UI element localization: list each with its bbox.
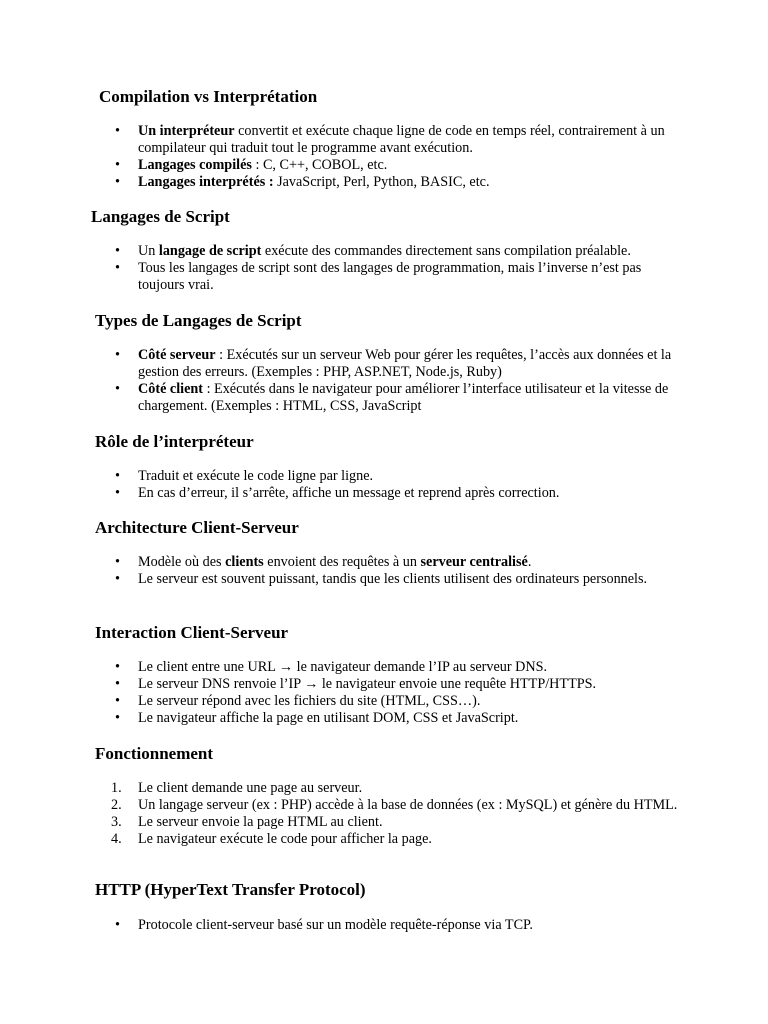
section-heading-http: HTTP (HyperText Transfer Protocol) [95, 880, 366, 899]
text-run: JavaScript, Perl, Python, BASIC, etc. [273, 174, 490, 190]
list-number: 1. [111, 780, 122, 796]
list-item [138, 571, 686, 588]
bold-term: Côté serveur [138, 347, 216, 363]
list-item [138, 381, 686, 415]
list-item [138, 554, 686, 571]
list-item [138, 243, 686, 260]
section-list-langages-script [138, 243, 686, 294]
list-item [138, 123, 686, 157]
text-run: Le serveur envoie la page HTML au client. [138, 814, 383, 830]
section-list-role-interpreteur [138, 468, 686, 502]
section-heading-types-script: Types de Langages de Script [95, 311, 302, 330]
list-item [138, 710, 686, 727]
list-number: 4. [111, 831, 122, 847]
list-item [111, 831, 686, 848]
text-run: Tous les langages de script sont des langages de programmation, mais l’inverse n’est pas toujours vrai. [138, 260, 642, 293]
list-item [138, 468, 686, 485]
bold-term: Un interpréteur [138, 123, 235, 139]
text-run: En cas d’erreur, il s’arrête, affiche un message et reprend après correction. [138, 485, 560, 501]
list-item [138, 174, 686, 191]
text-run: Le navigateur affiche la page en utilisant DOM, CSS et JavaScript. [138, 710, 519, 726]
text-run: Le navigateur exécute le code pour afficher la page. [138, 831, 432, 847]
list-item [138, 485, 686, 502]
text-run: convertit et exécute chaque ligne de code en temps réel, contrairement à un compilateur qui traduit tout le programme avant exécution. [138, 123, 665, 156]
section-list-types-script [138, 347, 686, 415]
section-heading-role-interpreteur: Rôle de l’interpréteur [95, 432, 254, 451]
section-heading-interaction: Interaction Client-Serveur [95, 623, 289, 642]
list-item [138, 676, 686, 693]
section-heading-fonctionnement: Fonctionnement [95, 744, 214, 763]
list-item [138, 157, 686, 174]
text-run: Modèle où des [138, 554, 226, 570]
text-run: Traduit et exécute le code ligne par ligne. [138, 468, 374, 484]
list-item [138, 260, 686, 294]
text-run: Le serveur répond avec les fichiers du site (HTML, CSS…). [138, 693, 481, 709]
text-run: Un langage serveur (ex : PHP) accède à la base de données (ex : MySQL) et génère du HTML. [138, 797, 678, 813]
bold-term: serveur centralisé [420, 554, 528, 570]
list-item [138, 347, 686, 381]
section-list-compilation [138, 123, 686, 191]
section-list-http [138, 917, 686, 934]
text-run: Protocole client-serveur basé sur un modèle requête-réponse via TCP. [138, 917, 533, 933]
text-run: envoient des requêtes à un [263, 554, 421, 570]
section-list-fonctionnement [111, 780, 686, 848]
section-heading-compilation: Compilation vs Interprétation [99, 87, 318, 106]
text-run: Le client demande une page au serveur. [138, 780, 363, 796]
bold-term: langage de script [158, 243, 262, 259]
bold-term: Côté client [138, 381, 204, 397]
section-heading-langages-script: Langages de Script [91, 207, 230, 226]
list-item [138, 917, 686, 934]
section-heading-architecture: Architecture Client-Serveur [95, 518, 299, 537]
text-run: exécute des commandes directement sans compilation préalable. [261, 243, 631, 259]
list-item [111, 797, 686, 814]
text-run: Le serveur DNS renvoie l’IP → le navigateur envoie une requête HTTP/HTTPS. [138, 676, 597, 692]
bold-term: Langages compilés [138, 157, 252, 173]
bold-term: clients [225, 554, 264, 570]
list-number: 3. [111, 814, 122, 830]
section-list-architecture [138, 554, 686, 588]
text-run: Le serveur est souvent puissant, tandis que les clients utilisent des ordinateurs personnels. [138, 571, 648, 587]
text-run: . [527, 554, 532, 570]
list-item [138, 659, 686, 676]
list-number: 2. [111, 797, 122, 813]
bold-term: Langages interprétés : [138, 174, 274, 190]
list-item [111, 814, 686, 831]
list-item [111, 780, 686, 797]
section-list-interaction [138, 659, 686, 727]
text-run: Un [138, 243, 159, 259]
text-run: : Exécutés dans le navigateur pour améliorer l’interface utilisateur et la vitesse de chargement. (Exemples : HTML, CSS, JavaScript [138, 381, 669, 414]
text-run: Le client entre une URL → le navigateur demande l’IP au serveur DNS. [138, 659, 548, 675]
list-item [138, 693, 686, 710]
text-run: : C, C++, COBOL, etc. [251, 157, 388, 173]
text-run: : Exécutés sur un serveur Web pour gérer les requêtes, l’accès aux données et la gestion des erreurs. (Exemples : PHP, ASP.NET, Node.js, Ruby) [138, 347, 672, 380]
